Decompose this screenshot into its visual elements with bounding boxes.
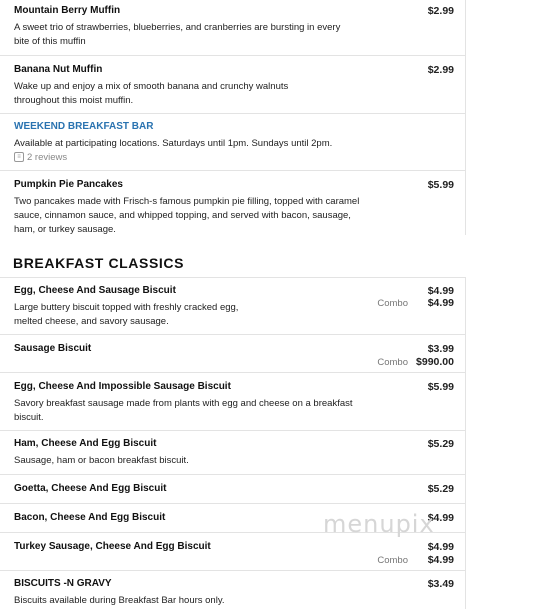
menu-item-price: $5.99 <box>427 381 454 393</box>
menu-item-name: Sausage Biscuit <box>14 343 92 354</box>
menu-item-name: Egg, Cheese And Impossible Sausage Biscuit <box>14 381 231 392</box>
menu-item-name: Ham, Cheese And Egg Biscuit <box>14 438 157 449</box>
menu-item-price: $5.29 <box>427 438 454 450</box>
divider <box>0 55 466 56</box>
section-description: Available at participating locations. Saturdays until 1pm. Sundays until 2pm. <box>14 138 333 149</box>
divider <box>0 113 466 114</box>
divider <box>0 503 466 504</box>
menupix-watermark: menupix <box>323 510 435 538</box>
menu-item-price: $2.99 <box>427 64 454 76</box>
review-icon: ≡ <box>14 152 24 162</box>
divider <box>465 475 466 503</box>
menu-item-price: $4.99 <box>427 285 454 297</box>
divider <box>0 430 466 431</box>
divider <box>0 372 466 373</box>
menu-item-name: Mountain Berry Muffin <box>14 5 121 16</box>
reviews-link[interactable] <box>14 152 67 163</box>
menu-item-description: Sausage, ham or bacon breakfast biscuit. <box>14 455 189 466</box>
menu-item-price: $5.99 <box>427 179 454 191</box>
weekend-breakfast-bar-link[interactable]: WEEKEND BREAKFAST BAR <box>14 121 154 132</box>
menu-item-description: Two pancakes made with Frisch-s famous pumpkin pie filling, topped with caramel sauce, cinnamon sauce, and whipped topping, and served with bacon, sausage, ham, or turkey sausage. <box>14 196 360 236</box>
combo-price: $4.99 <box>427 297 454 309</box>
menu-item-description: Large buttery biscuit topped with freshly cracked egg, melted cheese, and savory sausage. <box>14 302 239 328</box>
menu-item-description: A sweet trio of strawberries, blueberries, and cranberries are bursting in every bite of this muffin <box>14 22 341 48</box>
menu-item-description: Savory breakfast sausage made from plants with egg and cheese on a breakfast biscuit. <box>14 398 353 424</box>
divider <box>465 431 466 474</box>
divider <box>465 278 466 334</box>
reviews-count: 2 reviews <box>27 152 68 163</box>
divider <box>0 334 466 335</box>
menu-item-name: Pumpkin Pie Pancakes <box>14 179 123 190</box>
divider <box>465 504 466 532</box>
menu-item-price: $3.49 <box>427 578 454 590</box>
divider <box>0 170 466 171</box>
menu-item-description: Wake up and enjoy a mix of smooth banana and crunchy walnuts throughout this moist muffin. <box>14 81 289 107</box>
menu-item-description: Biscuits available during Breakfast Bar hours only. <box>14 595 225 606</box>
menu-item-name: BISCUITS -N GRAVY <box>14 578 112 589</box>
menu-item-price: $4.99 <box>427 541 454 553</box>
menu-item-name: Bacon, Cheese And Egg Biscuit <box>14 512 166 523</box>
combo-label: Combo <box>377 357 408 368</box>
divider <box>465 0 466 55</box>
section-title: BREAKFAST CLASSICS <box>13 255 185 271</box>
menu-item-price: $3.99 <box>427 343 454 355</box>
divider <box>0 277 466 278</box>
divider <box>465 335 466 372</box>
menu-item-price: $5.29 <box>427 483 454 495</box>
menu-item-name: Banana Nut Muffin <box>14 64 103 75</box>
divider <box>465 571 466 609</box>
combo-price: $4.99 <box>427 554 454 566</box>
divider <box>0 474 466 475</box>
combo-price: $990.00 <box>416 356 454 368</box>
menu-item-name: Goetta, Cheese And Egg Biscuit <box>14 483 167 494</box>
combo-label: Combo <box>377 555 408 566</box>
menu-item-name: Turkey Sausage, Cheese And Egg Biscuit <box>14 541 211 552</box>
menu-item-name: Egg, Cheese And Sausage Biscuit <box>14 285 176 296</box>
divider <box>465 56 466 113</box>
divider <box>465 533 466 570</box>
divider <box>465 373 466 430</box>
divider <box>0 570 466 571</box>
divider <box>465 171 466 235</box>
menu-item-price: $2.99 <box>427 5 454 17</box>
combo-label: Combo <box>377 298 408 309</box>
divider <box>465 114 466 170</box>
menu-item-price: $4.99 <box>427 512 454 524</box>
